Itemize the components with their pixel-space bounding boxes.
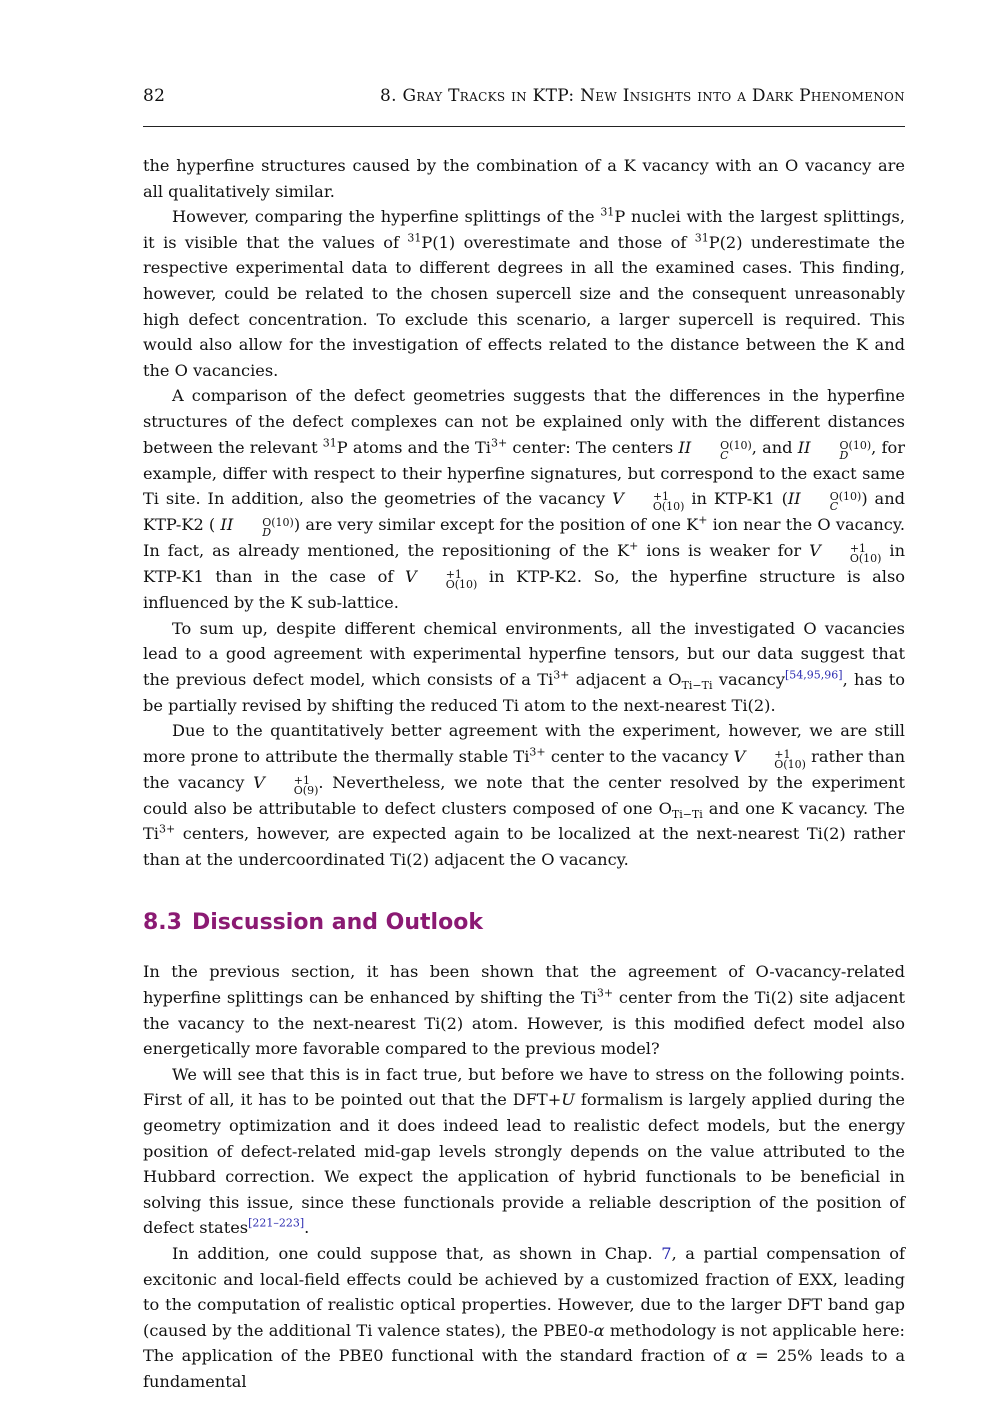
paragraph-7: We will see that this is in fact true, but before we have to stress on the following points. First of all, it has to be pointed out that the DFT+U formalism is largely applied during the geometry optimization and it does indeed lead to realistic defect models, but the energy position of defect-related mid-gap levels strongly depends on the value attributed to the Hubbard correction. We expect the application of hybrid functionals to be beneficial in solving this issue, since these functionals provide a reliable description of the position of defect states[221–223]. xyxy=(143,1064,905,1238)
header-rule xyxy=(143,126,905,127)
paragraph-2: However, comparing the hyperfine splittings of the $^{31}$P nuclei with the largest splittings, it is visible that the values of $^{31}$P(1) overestimate and those of $^{31}$P(2) underestimate the respective experimental data to different degrees in all the examined cases. This finding, however, could be related to the chosen supercell size and the consequent unreasonably high defect concentration. To exclude this scenario, a larger supercell is required. This would also allow for the investigation of effects related to the distance between the K and the O vacancies. xyxy=(143,205,906,380)
center-ii-d-symbol: II O(10) D xyxy=(220,515,294,540)
citation-link[interactable]: [54,95,96] xyxy=(784,668,843,682)
center-ii-c-symbol: II O(10) C xyxy=(787,489,862,514)
vacancy-o10-symbol: V +1 O(10) xyxy=(809,541,882,566)
vacancy-o10-symbol: V +1 O(10) xyxy=(404,567,478,592)
paragraph-8: In addition, one could suppose that, as shown in Chap. 7, a partial compensation of excitonic and local-field effects could be achieved by a customized fraction of EXX, leading to the computation of realistic optical properties. However, due to the larger DFT band gap (caused by the additional Ti valence states), the PBE0-α methodology is not applicable here: The application of the PBE0 functional with the standard fraction of α = 25% leads to a fundamental xyxy=(143,1244,906,1391)
paragraph-3: A comparison of the defect geometries suggests that the differences in the hyperfine structures of the defect complexes can not be explained only with the different distances between the relevant $^{31}$P atoms and the $Ti^{3+}$ center: The centers II O(10) C , and II O(10) D , for example, differ with respect to their hyperfine signatures, but correspond to the exact same Ti site. In addition, also the geometries of the vacancy V +1 O(10) in KTP-K1 (II O(10) C ) and KTP-K2 ( II O(10) D ) are very similar except for the position of one K+ ion near the O vacancy. In fact, as already mentioned, the repositioning of the K+ ions is weaker for V +1 O(10) in KTP-K1 than in the case of V +1 O(10) in KTP-K2. So, the hyperfine structure is also influenced by the K sub-lattice. xyxy=(143,386,906,613)
vacancy-o9-symbol: V +1 O(9) xyxy=(253,772,319,797)
section-heading: 8.3 Discussion and Outlook xyxy=(143,910,483,936)
citation-link[interactable]: [221–223] xyxy=(248,1217,305,1231)
running-header xyxy=(143,86,905,106)
running-title: 8. Gray Tracks in KTP: New Insights into a Dark Phenomenon xyxy=(380,86,905,106)
page xyxy=(143,86,905,1395)
paragraph-4: To sum up, despite different chemical environments, all the investigated O vacancies lead to a good agreement with experimental hyperfine tensors, but our data suggest that the previous defect model, which consists of a $Ti^{3+}$ adjacent a $O_{Ti-Ti}$ vacancy[54,95,96], has to be partially revised by shifting the reduced Ti atom to the next-nearest Ti(2). xyxy=(143,618,905,715)
paragraph-1: the hyperfine structures caused by the combination of a K vacancy with an O vacancy are all qualitatively similar. xyxy=(143,156,905,201)
paragraph-5: Due to the quantitatively better agreement with the experiment, however, we are still more prone to attribute the thermally stable $Ti^{3+}$ center to the vacancy V +1 O(10) rather than the vacancy V +1 O(9) . Nevertheless, we note that the center resolved by the experiment could also be attributable to defect clusters composed of one $O_{Ti-Ti}$ and one K vacancy. The $Ti^{3+}$ centers, however, are expected again to be localized at the next-nearest Ti(2) rather than at the undercoordinated Ti(2) adjacent the O vacancy. xyxy=(143,721,905,869)
center-ii-d-symbol: II O(10) D xyxy=(797,437,872,462)
paragraph-6: In the previous section, it has been shown that the agreement of O-vacancy-related hyperfine splittings can be enhanced by shifting the $Ti^{3+}$ center from the Ti(2) site adjacent the vacancy to the next-nearest Ti(2) atom. However, is this modified defect model also energetically more favorable compared to the previous model? xyxy=(143,962,905,1059)
page-number: 82 xyxy=(143,86,166,106)
vacancy-o10-symbol: V +1 O(10) xyxy=(733,746,806,771)
chapter-link[interactable]: 7 xyxy=(661,1244,672,1263)
center-ii-c-symbol: II O(10) C xyxy=(678,437,752,462)
vacancy-o10-symbol: V +1 O(10) xyxy=(612,489,685,514)
